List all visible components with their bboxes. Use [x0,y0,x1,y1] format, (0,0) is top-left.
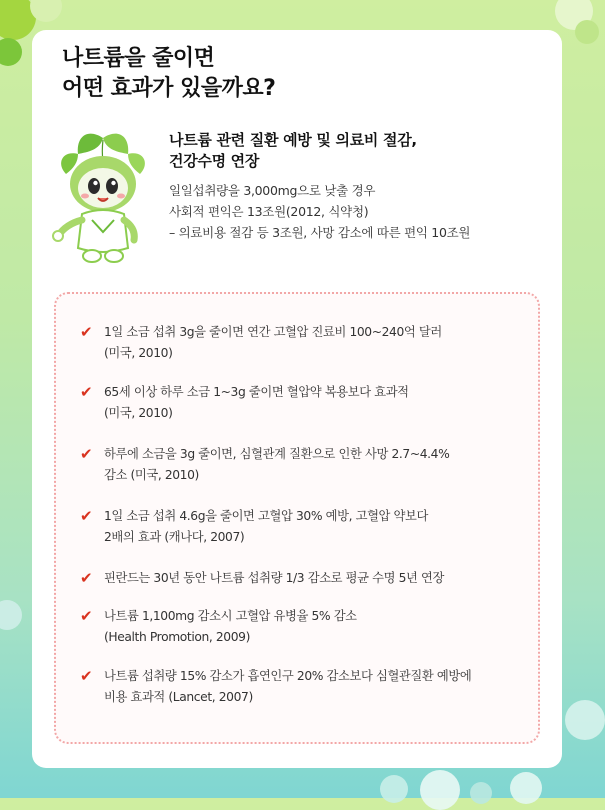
fact-line-2: (미국, 2010) [104,346,173,360]
leaf-mascot-icon [48,128,158,268]
effect-detail-line: 사회적 편익은 13조원(2012, 식약청) [169,204,369,219]
fact-line-1: 하루에 소금을 3g 줄이면, 심혈관계 질환으로 인한 사망 2.7~4.4% [104,447,450,461]
fact-line-1: 1일 소금 섭취 3g을 줄이면 연간 고혈압 진료비 100~240억 달러 [104,325,442,339]
check-icon: ✔ [80,607,93,625]
fact-item [80,382,520,424]
fact-line-2: 비용 효과적 (Lancet, 2007) [104,690,253,704]
effect-heading [169,130,549,172]
fact-line-1: 65세 이상 하루 소금 1~3g 줄이면 혈압약 복용보다 효과적 [104,385,409,399]
fact-text [104,666,520,708]
fact-item [80,606,520,648]
check-icon: ✔ [80,569,93,587]
fact-item [80,444,520,486]
effect-detail [169,180,549,243]
fact-line-2: 2배의 효과 (캐나다, 2007) [104,530,245,544]
fact-text [104,322,520,364]
fact-line-1: 나트륨 1,100mg 감소시 고혈압 유병율 5% 감소 [104,609,357,623]
fact-text [104,382,520,424]
content-card [32,30,562,768]
fact-item [80,568,520,589]
effect-detail-line: – 의료비용 절감 등 3조원, 사망 감소에 따른 편익 10조원 [169,225,471,240]
page-title [62,44,275,104]
decor-bubble [470,782,492,804]
title-line-1: 나트륨을 줄이면 [62,46,215,71]
fact-item [80,506,520,548]
effect-heading-line-2: 건강수명 연장 [169,152,260,170]
fact-text [104,506,520,548]
fact-text [104,568,520,589]
fact-line-2: 감소 (미국, 2010) [104,468,199,482]
decor-bubble [575,20,599,44]
check-icon: ✔ [80,667,93,685]
decor-bubble [420,770,460,810]
effect-section [169,130,549,243]
fact-line-1: 나트륨 섭취량 15% 감소가 흡연인구 20% 감소보다 심혈관질환 예방에 [104,669,472,683]
fact-text [104,444,520,486]
effect-heading-line-1: 나트륨 관련 질환 예방 및 의료비 절감, [169,131,417,149]
fact-line-2: (미국, 2010) [104,406,173,420]
decor-bubble [380,775,408,803]
decor-bubble [0,38,22,66]
title-line-2: 어떤 효과가 있을까요? [62,76,276,101]
check-icon: ✔ [80,323,93,341]
fact-line-1: 핀란드는 30년 동안 나트륨 섭취량 1/3 감소로 평균 수명 5년 연장 [104,571,444,585]
check-icon: ✔ [80,383,93,401]
decor-bubble [0,600,22,630]
check-icon: ✔ [80,445,93,463]
fact-item [80,666,520,708]
fact-line-1: 1일 소금 섭취 4.6g을 줄이면 고혈압 30% 예방, 고혈압 약보다 [104,509,428,523]
fact-line-2: (Health Promotion, 2009) [104,630,250,644]
check-icon: ✔ [80,507,93,525]
decor-bubble [565,700,605,740]
fact-item [80,322,520,364]
effect-detail-line: 일일섭취량을 3,000mg으로 낮출 경우 [169,183,376,198]
facts-box [54,292,540,744]
decor-bubble [510,772,542,804]
fact-text [104,606,520,648]
